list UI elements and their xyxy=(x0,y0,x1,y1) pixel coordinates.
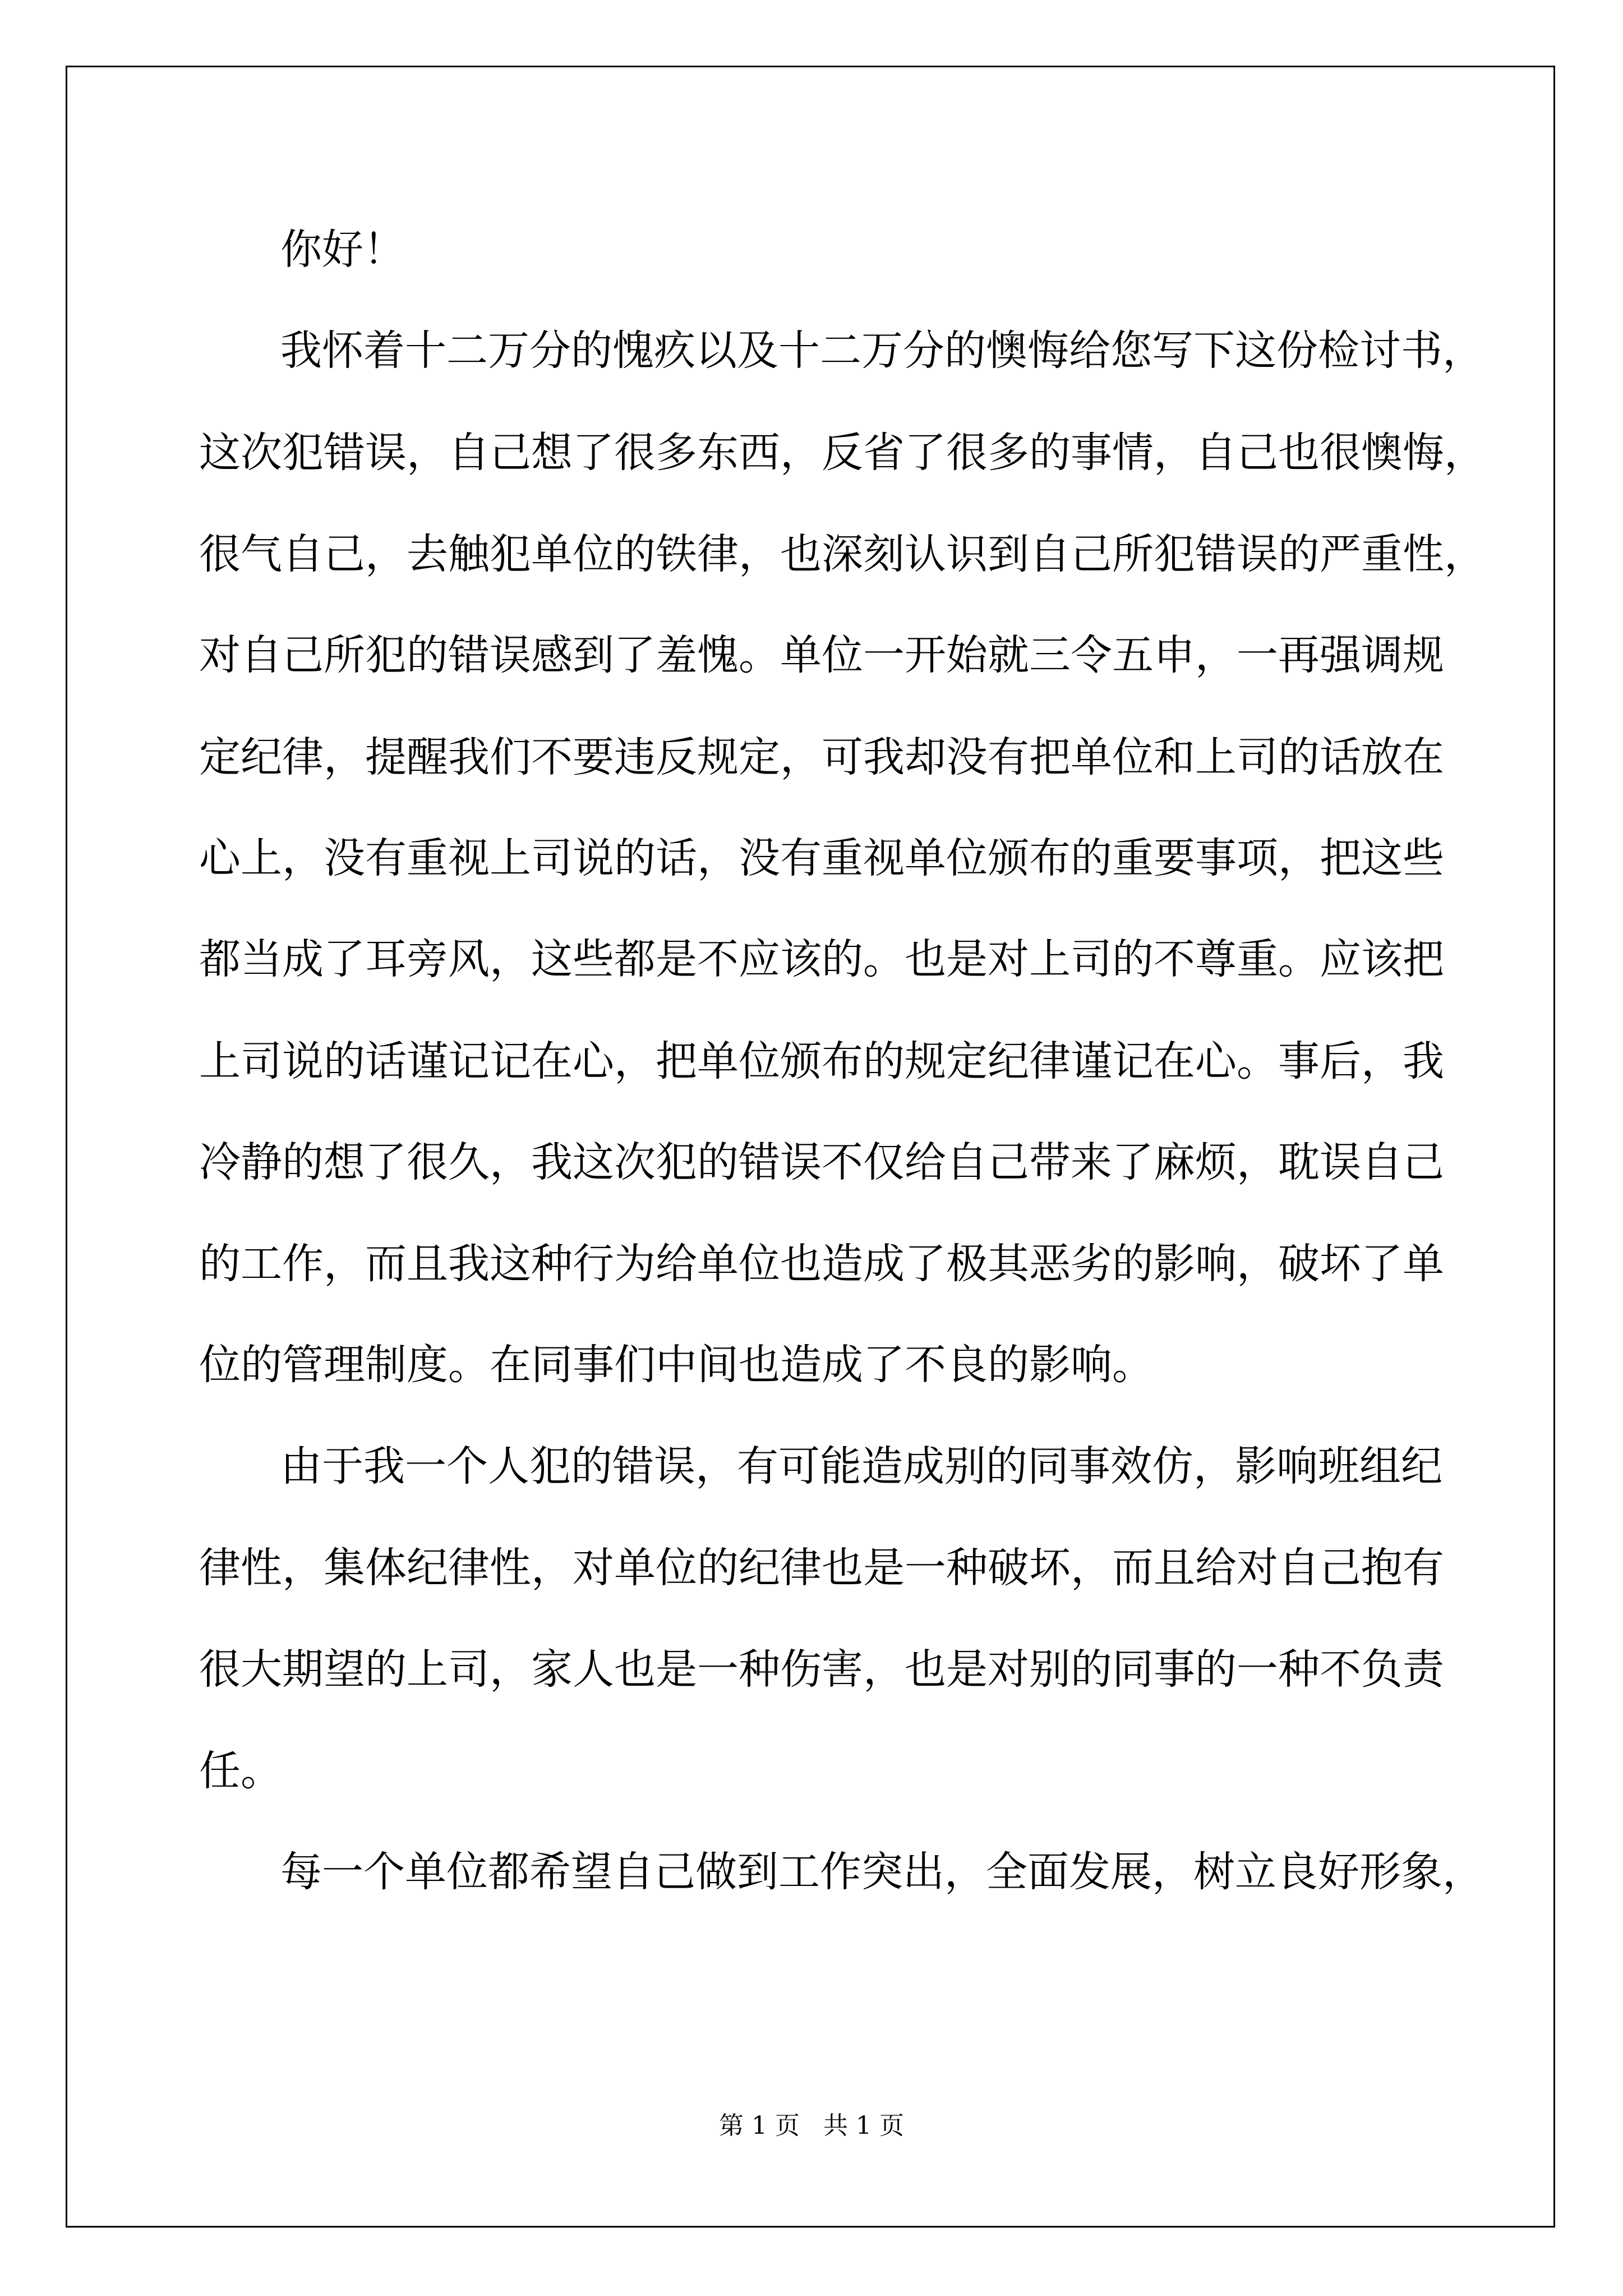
paragraph-1-line-3: 很气自己，去触犯单位的铁律，也深刻认识到自己所犯错误的严重性， xyxy=(199,530,1486,578)
paragraph-1-line-6: 心上，没有重视上司说的话，没有重视单位颁布的重要事项，把这些 xyxy=(199,834,1444,882)
paragraph-2-line-2: 律性，集体纪律性，对单位的纪律也是一种破坏，而且给对自己抱有 xyxy=(199,1544,1444,1592)
paragraph-1-line-5: 定纪律，提醒我们不要违反规定，可我却没有把单位和上司的话放在 xyxy=(199,733,1444,781)
page-number-footer: 第 1 页 共 1 页 xyxy=(719,2111,904,2140)
paragraph-1-line-10: 的工作，而且我这种行为给单位也造成了极其恶劣的影响，破坏了单 xyxy=(199,1240,1444,1288)
paragraph-1-line-4: 对自己所犯的错误感到了羞愧。单位一开始就三令五申，一再强调规 xyxy=(199,631,1444,679)
paragraph-2-line-4: 任。 xyxy=(199,1747,282,1795)
greeting: 你好！ xyxy=(280,226,405,274)
paragraph-3-line-1: 每一个单位都希望自己做到工作突出，全面发展，树立良好形象， xyxy=(280,1848,1484,1896)
paragraph-1-line-11: 位的管理制度。在同事们中间也造成了不良的影响。 xyxy=(199,1341,1154,1389)
paragraph-1-line-8: 上司说的话谨记记在心，把单位颁布的规定纪律谨记在心。事后，我 xyxy=(199,1037,1444,1085)
paragraph-2-line-1: 由于我一个人犯的错误，有可能造成别的同事效仿，影响班组纪 xyxy=(280,1442,1442,1490)
paragraph-1-line-7: 都当成了耳旁风，这些都是不应该的。也是对上司的不尊重。应该把 xyxy=(199,935,1444,983)
paragraph-1-line-2: 这次犯错误，自己想了很多东西，反省了很多的事情，自己也很懊悔， xyxy=(199,429,1486,477)
paragraph-2-line-3: 很大期望的上司，家人也是一种伤害，也是对别的同事的一种不负责 xyxy=(199,1645,1444,1694)
paragraph-1-line-1: 我怀着十二万分的愧疚以及十二万分的懊悔给您写下这份检讨书， xyxy=(280,326,1484,375)
paragraph-1-line-9: 冷静的想了很久，我这次犯的错误不仅给自己带来了麻烦，耽误自己 xyxy=(199,1138,1444,1186)
